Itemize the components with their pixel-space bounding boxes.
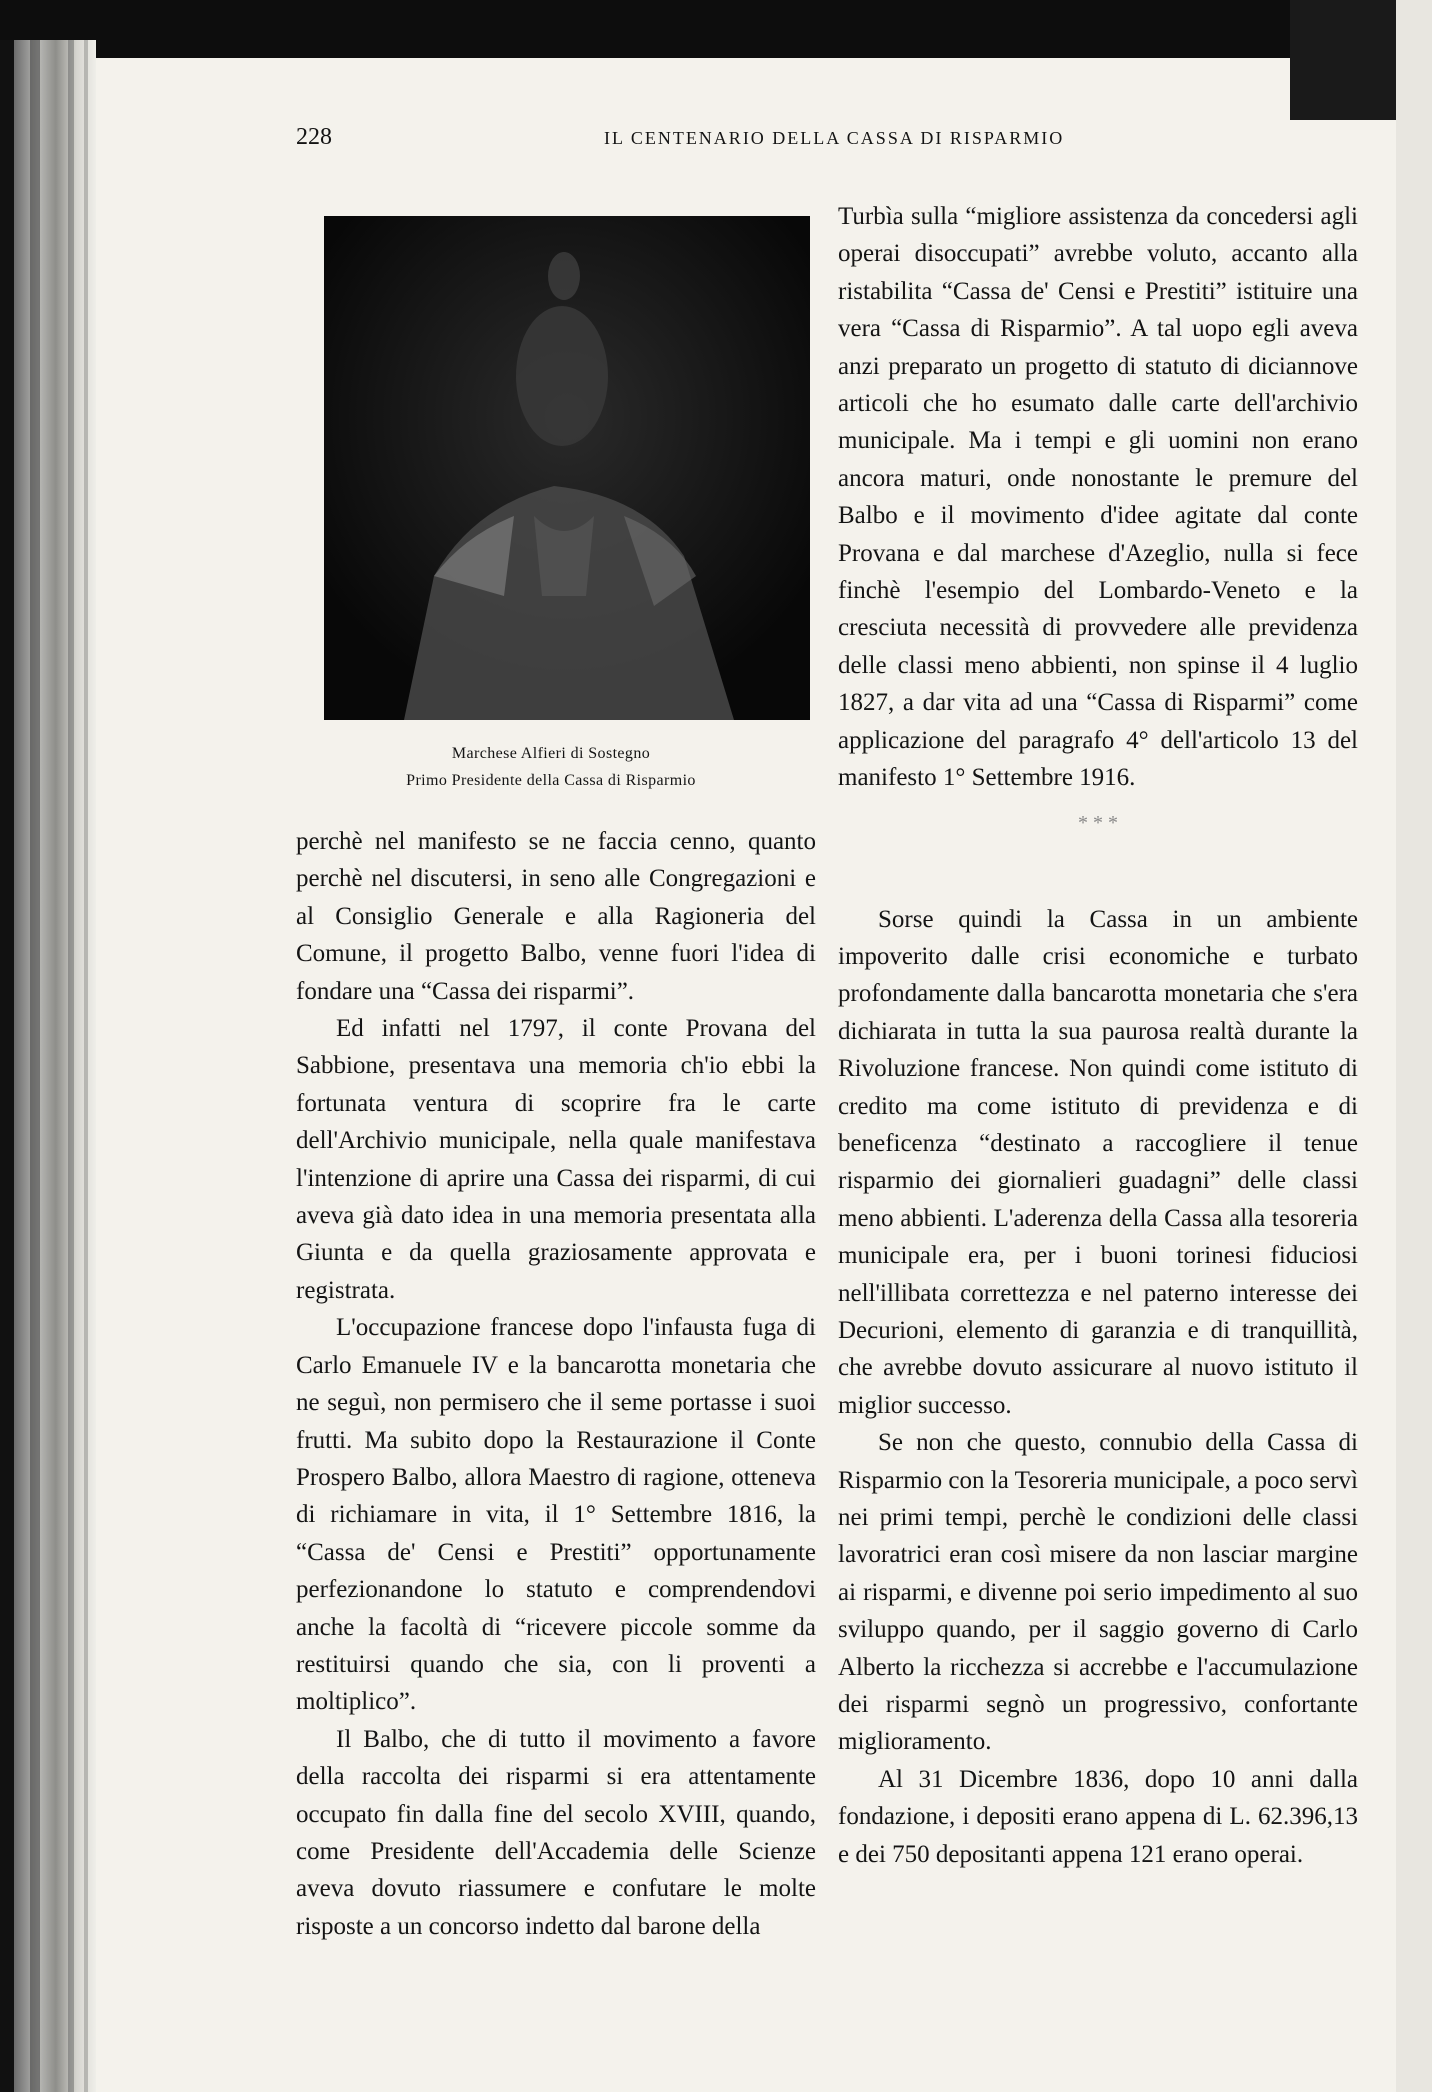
page-header: [296, 124, 1306, 154]
paragraph: Se non che questo, connubio della Cassa di Risparmio con la Tesoreria municipale, a poco servì nei primi tempi, perchè le condizioni delle classi lavoratrici eran così misere da non lasciar margine ai risparmi, e divenne poi serio impedimento al suo sviluppo quando, per il saggio governo di Carlo Alberto la ricchezza si accrebbe e l'accumulazione dei risparmi segnò un progressivo, confortante miglioramento.: [838, 1429, 1358, 1756]
scan-right-margin: [1396, 0, 1432, 2092]
book-spine-shadow: [0, 40, 96, 2092]
portrait-photo: [324, 216, 810, 720]
section-gap: [838, 849, 1358, 901]
page-number: 228: [296, 124, 332, 150]
paragraph: Al 31 Dicembre 1836, dopo 10 anni dalla fondazione, i depositi erano appena di L. 62.396,13 e dei 750 depositanti appena 121 erano operai.: [838, 1765, 1358, 1868]
paragraph: Ed infatti nel 1797, il conte Provana del Sabbione, presentava una memoria ch'io ebbi la fortunata ventura di scoprire fra le carte dell'Archivio municipale, nella quale manifestava l'intenzione di aprire una Cassa dei risparmi, di cui aveva già dato idea in una memoria presentata alla Giunta e da quella graziosamente approvata e registrata.: [296, 1015, 816, 1304]
paragraph: L'occupazione francese dopo l'infausta fuga di Carlo Emanuele IV e la bancarotta monetaria che ne seguì, non permisero che il seme portasse i suoi frutti. Ma subito dopo la Restaurazione il Conte Prospero Balbo, allora Maestro di ragione, otteneva di richiamare in vita, il 1° Settembre 1816, la “Cassa de' Censi e Prestiti” opportunamente perfezionandone lo statuto e comprendendovi anche la facoltà di “ricevere piccole somme da restituirsi quando che sia, con li proventi a moltiplico”.: [296, 1314, 816, 1716]
book-spine-edge: [0, 40, 14, 2092]
paragraph: perchè nel manifesto se ne faccia cenno, quanto perchè nel discutersi, in seno alle Congregazioni e al Consiglio Generale e alla Ragioneria del Comune, il progetto Balbo, venne fuori l'idea di fondare una “Cassa dei risparmi”.: [296, 828, 816, 1005]
book-spine-stripe: [68, 40, 74, 2092]
paragraph: Il Balbo, che di tutto il movimento a favore della raccolta dei risparmi si era attentamente occupato fin dalla fine del secolo XVIII, quando, come Presidente dell'Accademia delle Scienze aveva dovuto riassumere e confutare le molte risposte a un concorso indetto dal barone della: [296, 1725, 816, 1940]
book-spine-stripe: [30, 40, 40, 2092]
section-separator: * * *: [1078, 811, 1118, 834]
paragraph: Turbìa sulla “migliore assistenza da concedersi agli operai disoccupati” avrebbe voluto, accanto alla ristabilita “Cassa de' Censi e Prestiti” istituire una vera “Cassa di Risparmio”. A tal uopo egli aveva anzi preparato un progetto di statuto di diciannove articoli che ho esumato dalle carte dell'archivio municipale. Ma i tempi e gli uomini non erano ancora maturi, onde nonostante le premure del Balbo e il movimento d'idee agitate dal conte Provana e dal marchese d'Azeglio, nulla si fece finchè l'esempio del Lombardo-Veneto e la cresciuta necessità di provvedere alle previdenza delle classi meno abbienti, non spinse il 4 luglio 1827, a dar vita ad una “Cassa di Risparmi” come applicazione del paragrafo 4° dell'articolo 13 del manifesto 1° Settembre 1916.: [838, 203, 1358, 792]
caption-line-1: Marchese Alfieri di Sostegno: [451, 745, 651, 762]
running-title: IL CENTENARIO DELLA CASSA DI RISPARMIO: [604, 128, 1065, 148]
caption-line-2: Primo Presidente della Cassa di Risparmio: [406, 772, 696, 789]
book-spine-stripe: [84, 40, 88, 2092]
portrait-figure: [324, 216, 810, 720]
left-text-column: [296, 823, 816, 1945]
scan-top-shadow: [0, 0, 1432, 58]
right-text-column: [838, 198, 1358, 1873]
figure-caption: [296, 740, 806, 794]
paragraph: Sorse quindi la Cassa in un ambiente impoverito dalle crisi economiche e turbato profondamente dalla bancarotta monetaria che s'era dichiarata in tutta la sua paurosa realtà durante la Rivoluzione francese. Non quindi come istituto di credito ma come istituto di previdenza e di beneficenza “destinato a raccogliere il tenue risparmio dei giornalieri guadagni” delle classi meno abbienti. L'aderenza della Cassa alla tesoreria municipale era, per i buoni torinesi fiduciosi nell'illibata correttezza e nel paterno interesse dei Decurioni, elemento di garanzia e di tranquillità, che avrebbe dovuto assicurare al nuovo istituto il miglior successo.: [838, 905, 1358, 1419]
